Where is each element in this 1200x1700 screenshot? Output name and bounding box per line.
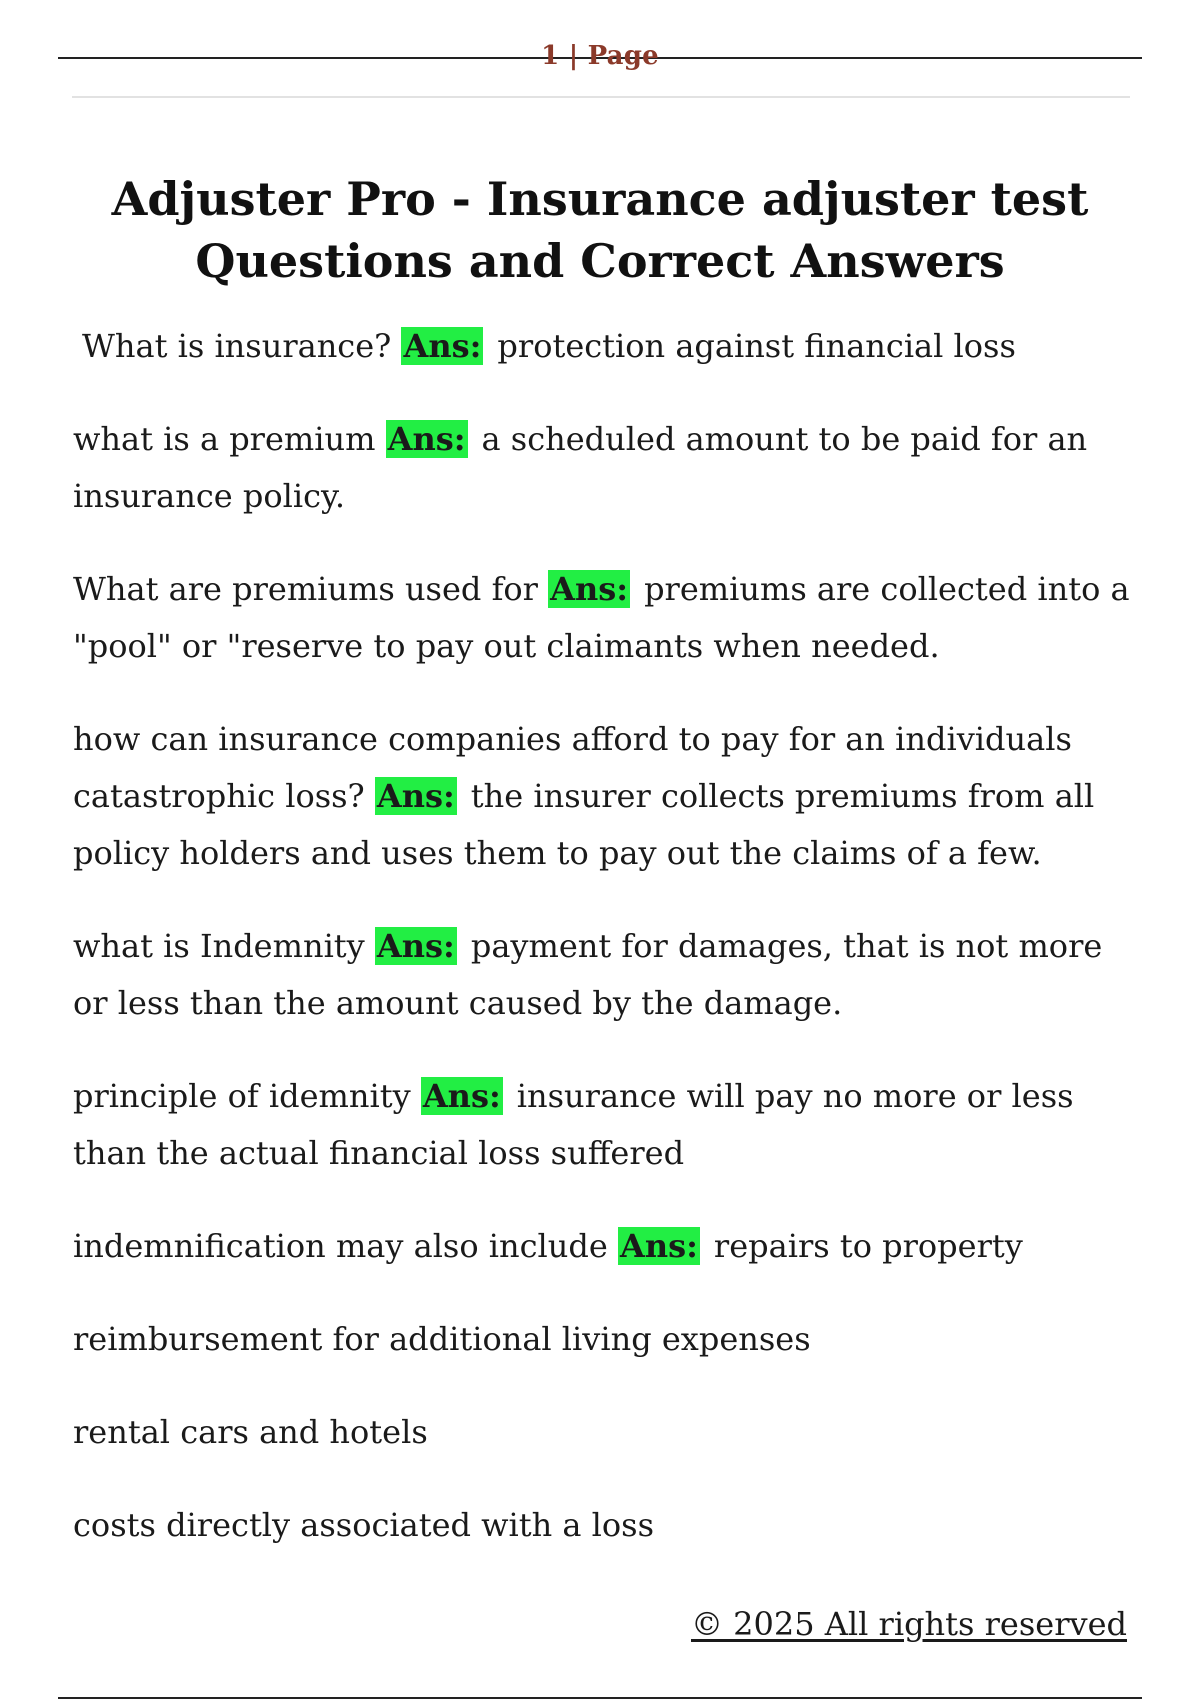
page-number-label: 1 | Page	[541, 41, 659, 71]
qa-list	[73, 318, 1135, 1590]
answer-tag: Ans:	[403, 327, 482, 365]
question-text: what is Indemnity	[73, 927, 365, 965]
qa-item	[73, 561, 1135, 675]
question-text: What is insurance?	[82, 327, 392, 365]
qa-item	[73, 318, 1135, 375]
answer-text: a scheduled amount to be paid for an insurance policy.	[73, 420, 1088, 515]
answer-text: payment for damages, that is not more or less than the amount caused by the damage.	[73, 927, 1103, 1022]
continuation-line: costs directly associated with a loss	[73, 1506, 655, 1544]
copyright-notice: © 2025 All rights reserved	[691, 1605, 1127, 1643]
page-header	[0, 0, 1200, 100]
title-line-1: Adjuster Pro - Insurance adjuster test	[111, 172, 1089, 226]
qa-item	[73, 918, 1135, 1032]
document-title	[100, 168, 1100, 292]
continuation-line: reimbursement for additional living expenses	[73, 1320, 811, 1358]
question-text: What are premiums used for	[73, 570, 538, 608]
question-text: indemnification may also include	[73, 1227, 608, 1265]
question-text: what is a premium	[73, 420, 376, 458]
qa-item	[73, 1068, 1135, 1182]
answer-tag: Ans:	[550, 570, 629, 608]
footer-rule	[58, 1697, 1142, 1699]
qa-item	[73, 711, 1135, 882]
answer-tag: Ans:	[376, 927, 455, 965]
answer-tag: Ans:	[619, 1227, 698, 1265]
answer-tag: Ans:	[387, 420, 466, 458]
answer-text: the insurer collects premiums from all policy holders and uses them to pay out the claims of a few.	[73, 777, 1095, 872]
qa-item	[73, 411, 1135, 525]
qa-item	[73, 1218, 1135, 1275]
question-text: how can insurance companies afford to pay for an individuals catastrophic loss?	[73, 720, 1072, 815]
answer-text: protection against financial loss	[497, 327, 1016, 365]
header-divider	[72, 96, 1130, 98]
answer-text: premiums are collected into a "pool" or "reserve to pay out claimants when needed.	[73, 570, 1130, 665]
answer-text: repairs to property	[713, 1227, 1023, 1265]
question-text: principle of idemnity	[73, 1077, 411, 1115]
answer-tag: Ans:	[422, 1077, 501, 1115]
continuation-line: rental cars and hotels	[73, 1413, 428, 1451]
title-line-2: Questions and Correct Answers	[195, 234, 1005, 288]
answer-tag: Ans:	[376, 777, 455, 815]
answer-text: insurance will pay no more or less than the actual financial loss suffered	[73, 1077, 1074, 1172]
